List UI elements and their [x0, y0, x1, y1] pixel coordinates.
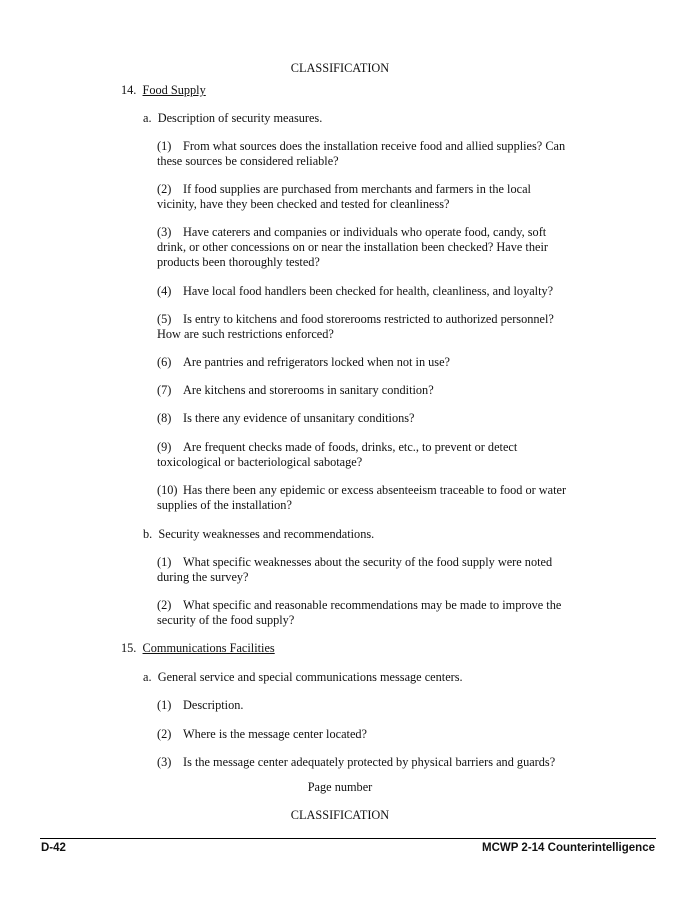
list-item: (8) Is there any evidence of unsanitary conditions? — [157, 411, 415, 425]
list-item: (7) Are kitchens and storerooms in sanitary condition? — [157, 383, 434, 397]
bottom-classification: CLASSIFICATION — [290, 808, 390, 822]
list-item: (1) What specific weaknesses about the security of the food supply were noted during the survey? — [157, 555, 553, 584]
section-number: 15. — [121, 641, 137, 655]
section-number: 14. — [121, 83, 137, 97]
subsection-text: General service and special communications message centers. — [157, 670, 463, 684]
subsection-heading — [143, 670, 463, 685]
list-item: (4) Have local food handlers been checked for health, cleanliness, and loyalty? — [157, 284, 554, 298]
section-title: Food Supply — [142, 83, 206, 97]
footer-divider — [40, 838, 656, 839]
list-item: (2) If food supplies are purchased from merchants and farmers in the local vicinity, have they been checked and tested for cleanliness? — [157, 182, 531, 211]
list-item: (1) From what sources does the installation receive food and allied supplies? Can these sources be considered reliable? — [157, 139, 566, 168]
subsection-heading — [143, 527, 374, 542]
list-item: (5) Is entry to kitchens and food storerooms restricted to authorized personnel? How are such restrictions enforced? — [157, 312, 554, 341]
list-item: (2) Where is the message center located? — [157, 727, 368, 741]
list-item: (10) Has there been any epidemic or excess absenteeism traceable to food or water supplies of the installation? — [157, 483, 567, 512]
top-classification: CLASSIFICATION — [290, 61, 390, 75]
subsection-text: Description of security measures. — [157, 111, 323, 125]
subsection-label: a. — [143, 670, 152, 684]
subsection-label: b. — [143, 527, 153, 541]
section-heading-15 — [121, 641, 275, 656]
subsection-heading — [143, 111, 322, 126]
list-item: (2) What specific and reasonable recommendations may be made to improve the security of the food supply? — [157, 598, 562, 627]
list-item: (9) Are frequent checks made of foods, drinks, etc., to prevent or detect toxicological or bacteriological sabotage? — [157, 440, 518, 469]
list-item: (1) Description. — [157, 698, 244, 712]
list-item: (3) Is the message center adequately protected by physical barriers and guards? — [157, 755, 556, 769]
list-item: (3) Have caterers and companies or individuals who operate food, candy, soft drink, or other concessions on or near the installation been checked? Have their products been thoroughly tested? — [157, 225, 548, 269]
list-item: (6) Are pantries and refrigerators locked when not in use? — [157, 355, 451, 369]
subsection-text: Security weaknesses and recommendations. — [158, 527, 375, 541]
subsection-label: a. — [143, 111, 152, 125]
section-heading-14 — [121, 83, 206, 98]
section-title: Communications Facilities — [142, 641, 275, 655]
footer-page-id: D-42 — [41, 842, 66, 854]
page-number-label: Page number — [307, 780, 373, 794]
footer-publication-title: MCWP 2-14 Counterintelligence — [482, 842, 655, 854]
